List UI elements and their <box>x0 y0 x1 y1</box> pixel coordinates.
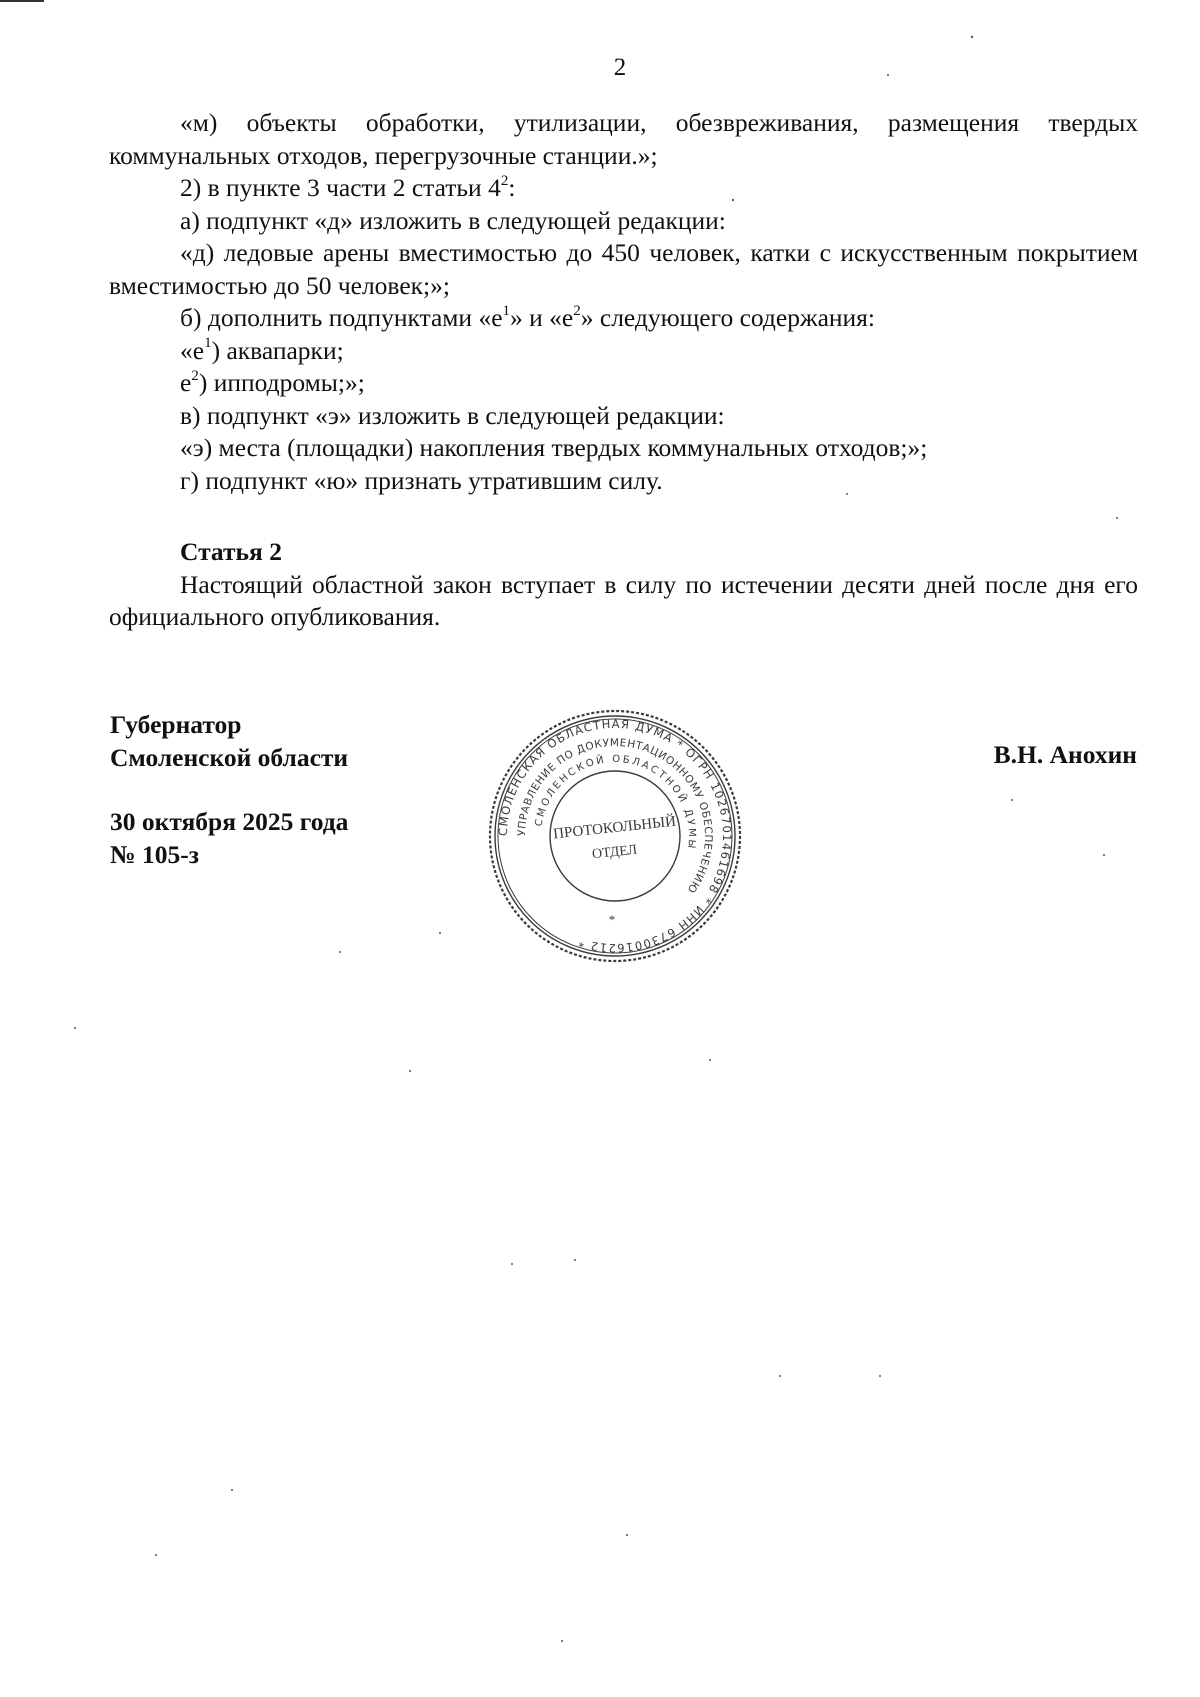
stamp-inner-text: СМОЛЕНСКОЙ ОБЛАСТНОЙ ДУМЫ <box>533 753 698 852</box>
paragraph-g: г) подпункт «ю» признать утратившим силу. <box>180 465 663 495</box>
signatory-name: В.Н. Анохин <box>993 740 1137 769</box>
page-number: 2 <box>613 54 627 81</box>
spacer <box>110 774 348 806</box>
stamp-middle-text: УПРАВЛЕНИЕ ПО ДОКУМЕНТАЦИОННОМУ ОБЕСПЕЧЕНИЮ <box>515 736 715 896</box>
signature-block <box>110 709 348 871</box>
paragraph-e-place: «э) места (площадки) накопления твердых коммунальных отходов;»; <box>180 433 928 462</box>
paragraph-e1-text: «е <box>180 335 205 365</box>
paragraph-item-2 <box>109 172 1138 205</box>
official-stamp <box>484 708 746 964</box>
paragraph-e1-tail: ) аквапарки; <box>211 335 344 365</box>
superscript: 2 <box>500 172 509 189</box>
law-date: 30 октября 2025 года <box>110 807 349 836</box>
paragraph-item-2-text: 2) в пункте 3 части 2 статьи 4 <box>180 173 501 202</box>
paragraph-e1 <box>109 335 1138 368</box>
paragraph-m: «м) объекты обработки, утилизации, обезвреживания, размещения твердых коммунальных отходов, перегрузочные станции.»; <box>109 108 1138 170</box>
stamp-outer-text: СМОЛЕНСКАЯ ОБЛАСТНАЯ ДУМА * ОГРН 1026701461698 * ИНН 6730016212 * <box>495 716 735 956</box>
superscript: 1 <box>204 335 212 351</box>
superscript: 2 <box>573 302 581 319</box>
paragraph-e2 <box>109 367 1138 400</box>
article-2-heading: Статья 2 <box>180 537 282 566</box>
superscript: 2 <box>191 367 199 384</box>
stamp-center-line-1: ПРОТОКОЛЬНЫЙ <box>552 813 677 843</box>
document-body <box>109 107 1138 634</box>
paragraph-v: в) подпункт «э» изложить в следующей редакции: <box>180 400 725 430</box>
paragraph-d: «д) ледовые арены вместимостью до 450 человек, катки с искусственным покрытием вместимостью до 50 человек;»; <box>109 238 1138 300</box>
paragraph-e2-text: е <box>180 368 192 397</box>
stamp-center-line-2: ОТДЕЛ <box>591 842 638 863</box>
article-2-text: Настоящий областной закон вступает в силу по истечении десяти дней после дня его официального опубликования. <box>109 569 1138 631</box>
stamp-star-icon: * <box>608 912 616 927</box>
paragraph-b <box>109 302 1138 335</box>
paragraph-e2-tail: ) ипподромы;»; <box>198 368 365 397</box>
paragraph-b-tail: » следующего содержания: <box>580 303 875 332</box>
superscript: 1 <box>502 302 511 319</box>
signatory-position-line-1: Губернатор <box>110 710 242 739</box>
paragraph-b-text: б) дополнить подпунктами «е <box>180 303 503 332</box>
paragraph-b-mid: » и «е <box>510 303 574 332</box>
paragraph-item-2-tail: : <box>508 173 516 202</box>
paragraph-a: а) подпункт «д» изложить в следующей редакции: <box>180 205 726 235</box>
signatory-position-line-2: Смоленской области <box>110 742 349 772</box>
law-number: № 105-з <box>110 839 199 869</box>
